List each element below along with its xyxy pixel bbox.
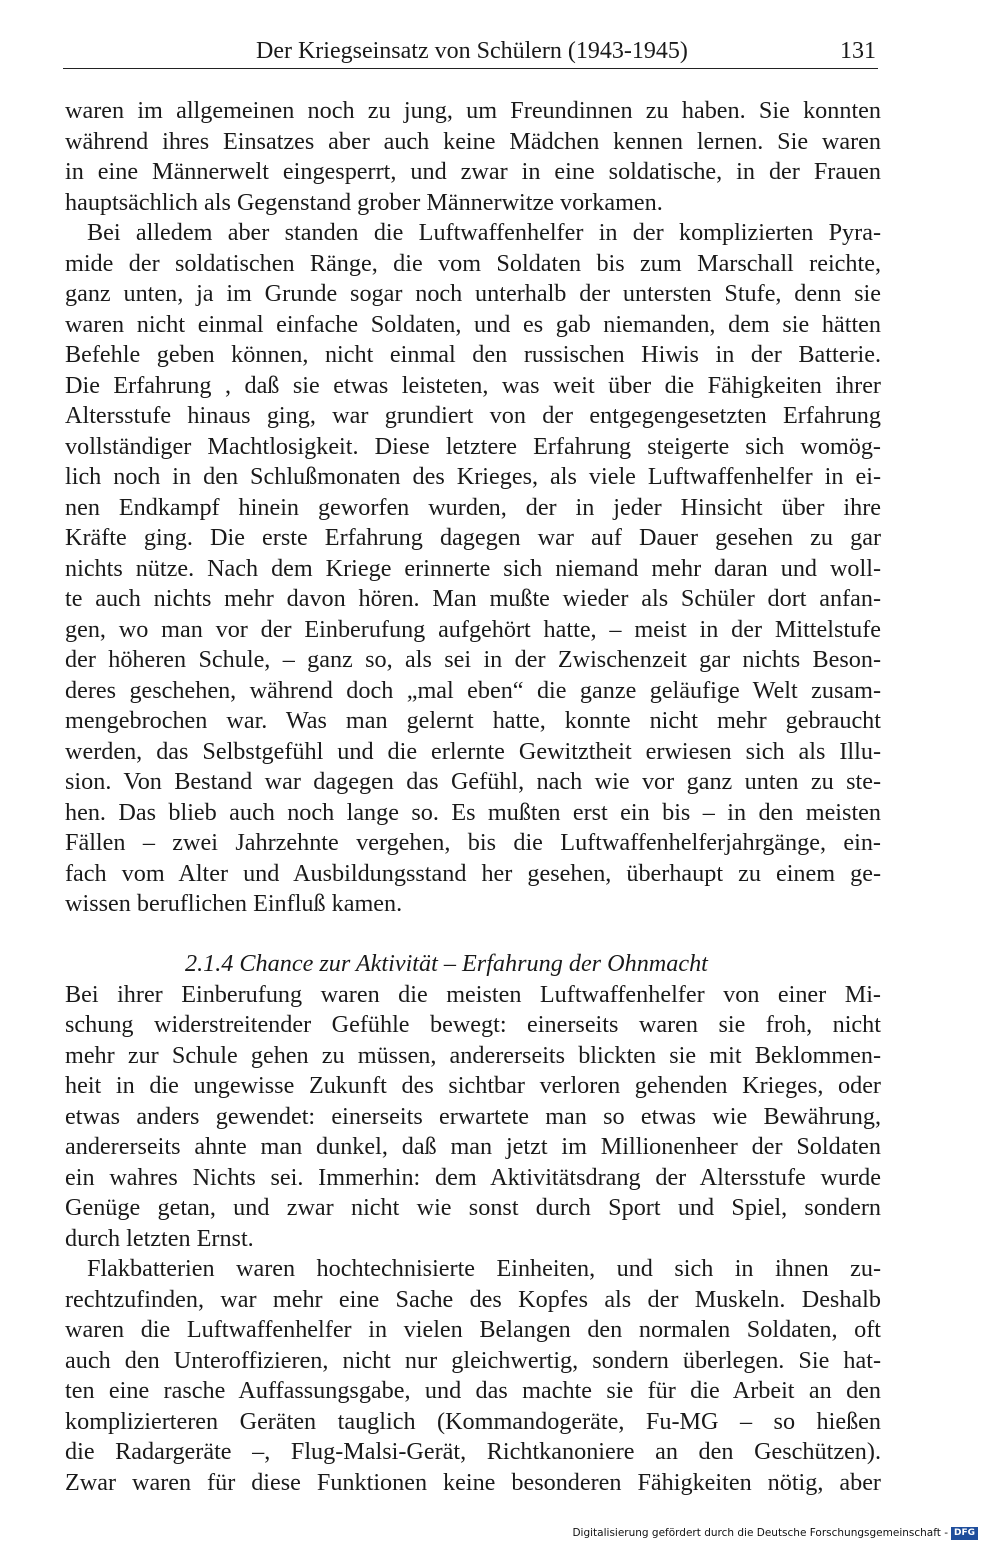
text-line: heit in die ungewisse Zukunft des sichtbar verloren gehenden Krieges, oder <box>65 1072 881 1099</box>
text-line: sion. Von Bestand war dagegen das Gefühl, nach wie vor ganz unten zu ste- <box>65 768 881 795</box>
text-line: waren die Luftwaffenhelfer in vielen Belangen den normalen Soldaten, oft <box>65 1316 881 1343</box>
text-line: etwas anders gewendet: einerseits erwartete man so etwas wie Bewährung, <box>65 1102 881 1130</box>
digitization-credit: Digitalisierung gefördert durch die Deutsche Forschungsgemeinschaft - <box>572 1527 948 1539</box>
text-line: der höheren Schule, – ganz so, als sei in der Zwischenzeit gar nichts Beson- <box>65 646 881 673</box>
text-line: waren nicht einmal einfache Soldaten, und es gab niemanden, dem sie hätten <box>65 310 881 338</box>
text-line: lich noch in den Schlußmonaten des Krieges, als viele Luftwaffenhelfer in ei- <box>65 463 881 490</box>
text-line: nen Endkampf hinein geworfen wurden, der in jeder Hinsicht über ihre <box>65 493 881 521</box>
text-line: hen. Das blieb auch noch lange so. Es mußten erst ein bis – in den meisten <box>65 798 881 826</box>
text-line: komplizierteren Geräten tauglich (Kommandogeräte, Fu-MG – so hießen <box>65 1407 881 1435</box>
text-line: rechtzufinden, war mehr eine Sache des Kopfes als der Muskeln. Deshalb <box>65 1285 881 1313</box>
text-line: ein wahres Nichts sei. Immerhin: dem Aktivitätsdrang der Altersstufe wurde <box>65 1163 881 1191</box>
text-line: Fällen – zwei Jahrzehnte vergehen, bis die Luftwaffenhelferjahrgänge, ein- <box>65 829 881 856</box>
text-line: hauptsächlich als Gegenstand grober Männerwitze vorkamen. <box>65 188 663 216</box>
text-line: Bei alledem aber standen die Luftwaffenhelfer in der komplizierten Pyra- <box>87 219 881 246</box>
text-line: fach vom Alter und Ausbildungsstand her gesehen, überhaupt zu einem ge- <box>65 859 881 887</box>
text-line: vollständiger Machtlosigkeit. Diese letztere Erfahrung steigerte sich womög- <box>65 432 881 460</box>
paragraph <box>65 96 881 218</box>
text-line: mehr zur Schule gehen zu müssen, andererseits blickten sie mit Beklommen- <box>65 1041 881 1069</box>
running-title: Der Kriegseinsatz von Schülern (1943-1945) <box>256 38 688 64</box>
text-line: mengebrochen war. Was man gelernt hatte, konnte nicht mehr gebraucht <box>65 707 881 734</box>
text-line: nichts nütze. Nach dem Kriege erinnerte sich niemand mehr daran und woll- <box>65 554 881 582</box>
text-line: schung widerstreitender Gefühle bewegt: einerseits waren sie froh, nicht <box>65 1011 881 1038</box>
paragraph <box>65 1254 881 1498</box>
dfg-logo: DFG <box>951 1527 978 1540</box>
text-line: auch den Unteroffizieren, nicht nur gleichwertig, sondern überlegen. Sie hat- <box>65 1346 881 1374</box>
page-number: 131 <box>840 38 876 64</box>
footer-credit <box>572 1526 978 1540</box>
text-line: Die Erfahrung , daß sie etwas leisteten, was weit über die Fähigkeiten ihrer <box>65 371 881 399</box>
paragraph <box>65 218 881 920</box>
text-line: waren im allgemeinen noch zu jung, um Freundinnen zu haben. Sie konnten <box>65 97 881 124</box>
text-line: während ihres Einsatzes aber auch keine Mädchen kennen lernen. Sie waren <box>65 127 881 155</box>
body-text <box>65 96 881 1498</box>
text-line: Kräfte ging. Die erste Erfahrung dagegen war auf Dauer gesehen zu gar <box>65 524 881 551</box>
text-line: ten eine rasche Auffassungsgabe, und das machte sie für die Arbeit an den <box>65 1377 881 1404</box>
section-heading: 2.1.4 Chance zur Aktivität – Erfahrung der Ohnmacht <box>185 949 708 977</box>
text-line: gen, wo man vor der Einberufung aufgehört hatte, – meist in der Mittelstufe <box>65 615 881 643</box>
text-line: werden, das Selbstgefühl und die erlernte Gewitztheit erwiesen sich als Illu- <box>65 737 881 765</box>
text-line: te auch nichts mehr davon hören. Man mußte wieder als Schüler dort anfan- <box>65 585 881 612</box>
text-line: wissen beruflichen Einfluß kamen. <box>65 890 403 917</box>
text-line: durch letzten Ernst. <box>65 1224 254 1252</box>
text-line: Bei ihrer Einberufung waren die meisten Luftwaffenhelfer von einer Mi- <box>65 980 881 1008</box>
text-line: die Radargeräte –, Flug-Malsi-Gerät, Richtkanoniere an den Geschützen). <box>65 1438 881 1465</box>
text-line: Genüge getan, und zwar nicht wie sonst durch Sport und Spiel, sondern <box>65 1194 881 1221</box>
text-line: mide der soldatischen Ränge, die vom Soldaten bis zum Marschall reichte, <box>65 249 881 277</box>
text-line: andererseits ahnte man dunkel, daß man jetzt im Millionenheer der Soldaten <box>65 1133 881 1160</box>
text-line: Befehle geben können, nicht einmal den russischen Hiwis in der Batterie. <box>65 341 881 368</box>
text-line: Flakbatterien waren hochtechnisierte Einheiten, und sich in ihnen zu- <box>87 1255 881 1282</box>
text-line: Altersstufe hinaus ging, war grundiert von der entgegengesetzten Erfahrung <box>65 402 881 429</box>
text-line: Zwar waren für diese Funktionen keine besonderen Fähigkeiten nötig, aber <box>65 1468 881 1496</box>
text-line: deres geschehen, während doch „mal eben“ die ganze geläufige Welt zusam- <box>65 676 881 704</box>
text-line: in eine Männerwelt eingesperrt, und zwar in eine soldatische, in der Frauen <box>65 158 881 185</box>
page-header <box>63 34 878 69</box>
paragraph <box>65 980 881 1255</box>
text-line: ganz unten, ja im Grunde sogar noch unterhalb der untersten Stufe, denn sie <box>65 280 881 307</box>
